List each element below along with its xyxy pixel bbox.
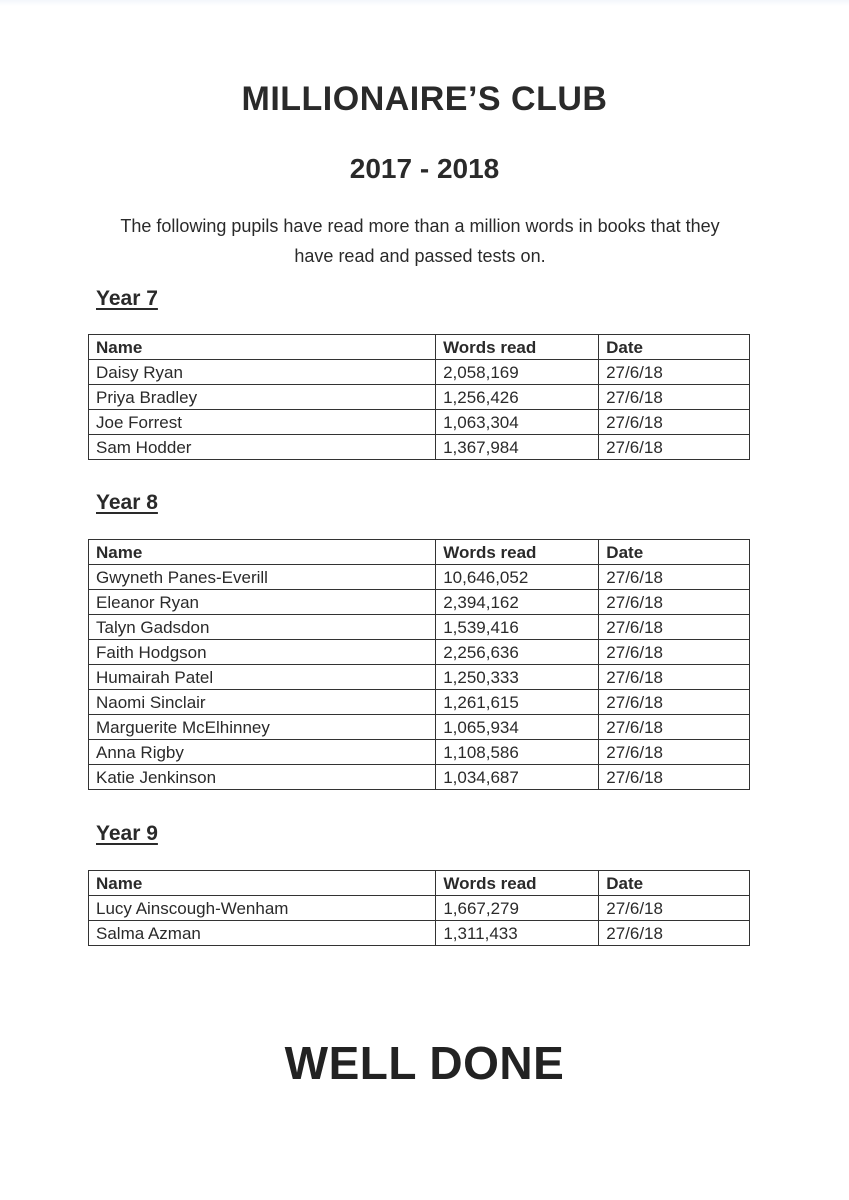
column-header-name: Name (89, 871, 436, 896)
words-read: 1,667,279 (436, 896, 599, 921)
year-9-table (88, 870, 750, 946)
scan-edge (0, 0, 849, 6)
pupil-name: Eleanor Ryan (89, 590, 436, 615)
pupil-name: Faith Hodgson (89, 640, 436, 665)
date: 27/6/18 (599, 896, 750, 921)
column-header-words-read: Words read (436, 335, 599, 360)
date: 27/6/18 (599, 765, 750, 790)
table-row (89, 640, 750, 665)
closing-message: WELL DONE (284, 1037, 565, 1089)
intro-text: The following pupils have read more than a million words in books that they have read and passed tests on. (120, 216, 720, 266)
date: 27/6/18 (599, 410, 750, 435)
words-read: 2,256,636 (436, 640, 599, 665)
table-row (89, 765, 750, 790)
words-read: 1,261,615 (436, 690, 599, 715)
table-row (89, 360, 750, 385)
pupil-name: Talyn Gadsdon (89, 615, 436, 640)
pupil-name: Humairah Patel (89, 665, 436, 690)
pupil-name: Priya Bradley (89, 385, 436, 410)
table-row (89, 690, 750, 715)
section-heading-year-7: Year 7 (96, 287, 158, 310)
column-header-words-read: Words read (436, 540, 599, 565)
pupil-name: Anna Rigby (89, 740, 436, 765)
pupil-name: Daisy Ryan (89, 360, 436, 385)
academic-year: 2017 - 2018 (349, 153, 500, 184)
date: 27/6/18 (599, 435, 750, 460)
words-read: 1,367,984 (436, 435, 599, 460)
words-read: 2,394,162 (436, 590, 599, 615)
section-heading-year-9: Year 9 (96, 822, 158, 845)
table-header-row (89, 335, 750, 360)
page-title: MILLIONAIRE’S CLUB (241, 80, 608, 118)
words-read: 1,250,333 (436, 665, 599, 690)
date: 27/6/18 (599, 615, 750, 640)
table-row (89, 896, 750, 921)
date: 27/6/18 (599, 690, 750, 715)
pupil-name: Katie Jenkinson (89, 765, 436, 790)
table-row (89, 615, 750, 640)
pupil-name: Marguerite McElhinney (89, 715, 436, 740)
table-row (89, 590, 750, 615)
pupil-name: Sam Hodder (89, 435, 436, 460)
pupil-name: Naomi Sinclair (89, 690, 436, 715)
date: 27/6/18 (599, 640, 750, 665)
table-row (89, 715, 750, 740)
column-header-date: Date (599, 871, 750, 896)
column-header-date: Date (599, 540, 750, 565)
column-header-date: Date (599, 335, 750, 360)
year-7-table (88, 334, 750, 460)
pupil-name: Lucy Ainscough-Wenham (89, 896, 436, 921)
date: 27/6/18 (599, 921, 750, 946)
pupil-name: Salma Azman (89, 921, 436, 946)
date: 27/6/18 (599, 360, 750, 385)
words-read: 1,108,586 (436, 740, 599, 765)
date: 27/6/18 (599, 590, 750, 615)
words-read: 2,058,169 (436, 360, 599, 385)
date: 27/6/18 (599, 565, 750, 590)
date: 27/6/18 (599, 715, 750, 740)
table-row (89, 385, 750, 410)
words-read: 1,034,687 (436, 765, 599, 790)
section-heading-year-8: Year 8 (96, 491, 158, 514)
table-header-row (89, 871, 750, 896)
words-read: 1,063,304 (436, 410, 599, 435)
table-row (89, 740, 750, 765)
words-read: 1,311,433 (436, 921, 599, 946)
date: 27/6/18 (599, 740, 750, 765)
pupil-name: Gwyneth Panes-Everill (89, 565, 436, 590)
words-read: 1,065,934 (436, 715, 599, 740)
words-read: 10,646,052 (436, 565, 599, 590)
table-row (89, 435, 750, 460)
table-row (89, 921, 750, 946)
table-header-row (89, 540, 750, 565)
date: 27/6/18 (599, 665, 750, 690)
column-header-name: Name (89, 540, 436, 565)
column-header-words-read: Words read (436, 871, 599, 896)
column-header-name: Name (89, 335, 436, 360)
words-read: 1,256,426 (436, 385, 599, 410)
pupil-name: Joe Forrest (89, 410, 436, 435)
year-8-table (88, 539, 750, 790)
table-row (89, 410, 750, 435)
table-row (89, 565, 750, 590)
words-read: 1,539,416 (436, 615, 599, 640)
table-row (89, 665, 750, 690)
date: 27/6/18 (599, 385, 750, 410)
